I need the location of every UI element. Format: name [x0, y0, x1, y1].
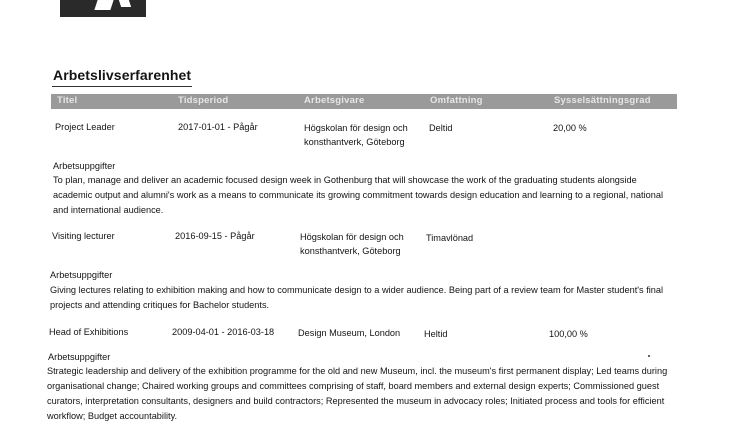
tasks-label: Arbetsuppgifter — [53, 161, 116, 171]
section-underline — [52, 86, 192, 87]
job-rate: 100,00 % — [549, 329, 588, 339]
tasks-label: Arbetsuppgifter — [50, 270, 113, 280]
job-period: 2016-09-15 - Pågår — [175, 231, 255, 241]
job-employer: konsthantverk, Göteborg — [300, 246, 401, 256]
job-tasks: Strategic leadership and delivery of the exhibition programme for the old and new Museum, incl. the museum's first permanent display; Led teams during organisational change; Chaired working groups and committees comprising of staff, board members and external design experts; Commissioned guest curators, interpretation consultants, designers and build contractors; Represented the museum in advocacy roles; Initiated process and tools for efficient workflow; Budget accountability. — [47, 366, 668, 421]
photo-detail — [94, 0, 113, 10]
job-extent: Heltid — [424, 329, 448, 339]
column-header-title: Titel — [57, 95, 78, 106]
column-header-extent: Omfattning — [430, 95, 483, 106]
table-header — [51, 94, 677, 109]
column-header-employer: Arbetsgivare — [304, 95, 365, 106]
column-header-period: Tidsperiod — [178, 95, 229, 106]
job-title: Visiting lecturer — [52, 231, 115, 241]
job-period: 2009-04-01 - 2016-03-18 — [172, 327, 275, 337]
job-title: Head of Exhibitions — [49, 327, 129, 337]
photo-detail — [119, 0, 131, 7]
job-period: 2017-01-01 - Pågår — [178, 122, 258, 132]
job-tasks: To plan, manage and deliver an academic focused design week in Gothenburg that will showcase the work of the graduating students alongside academic output and alumni's work as a means to communicate its growing commitment towards design education and learning to a regional, national and international audience. — [53, 175, 663, 215]
job-rate: 20,00 % — [553, 123, 587, 133]
tasks-label: Arbetsuppgifter — [48, 352, 111, 362]
column-header-rate: Sysselsättningsgrad — [554, 95, 651, 106]
job-extent: Deltid — [429, 123, 453, 133]
job-tasks: Giving lectures relating to exhibition making and how to communicate design to a wider audience. Being part of a review team for Master student's final projects and attending critiques for Bachelor students. — [50, 285, 664, 310]
job-employer: konsthantverk, Göteborg — [304, 137, 405, 147]
section-title: Arbetslivserfarenhet — [53, 67, 192, 83]
job-employer: Högskolan för design och — [304, 123, 408, 133]
job-extent: Timavlönad — [426, 233, 474, 243]
scan-speck — [648, 355, 650, 357]
job-employer: Högskolan för design och — [300, 232, 404, 242]
job-title: Project Leader — [55, 122, 115, 132]
job-employer: Design Museum, London — [298, 328, 401, 338]
